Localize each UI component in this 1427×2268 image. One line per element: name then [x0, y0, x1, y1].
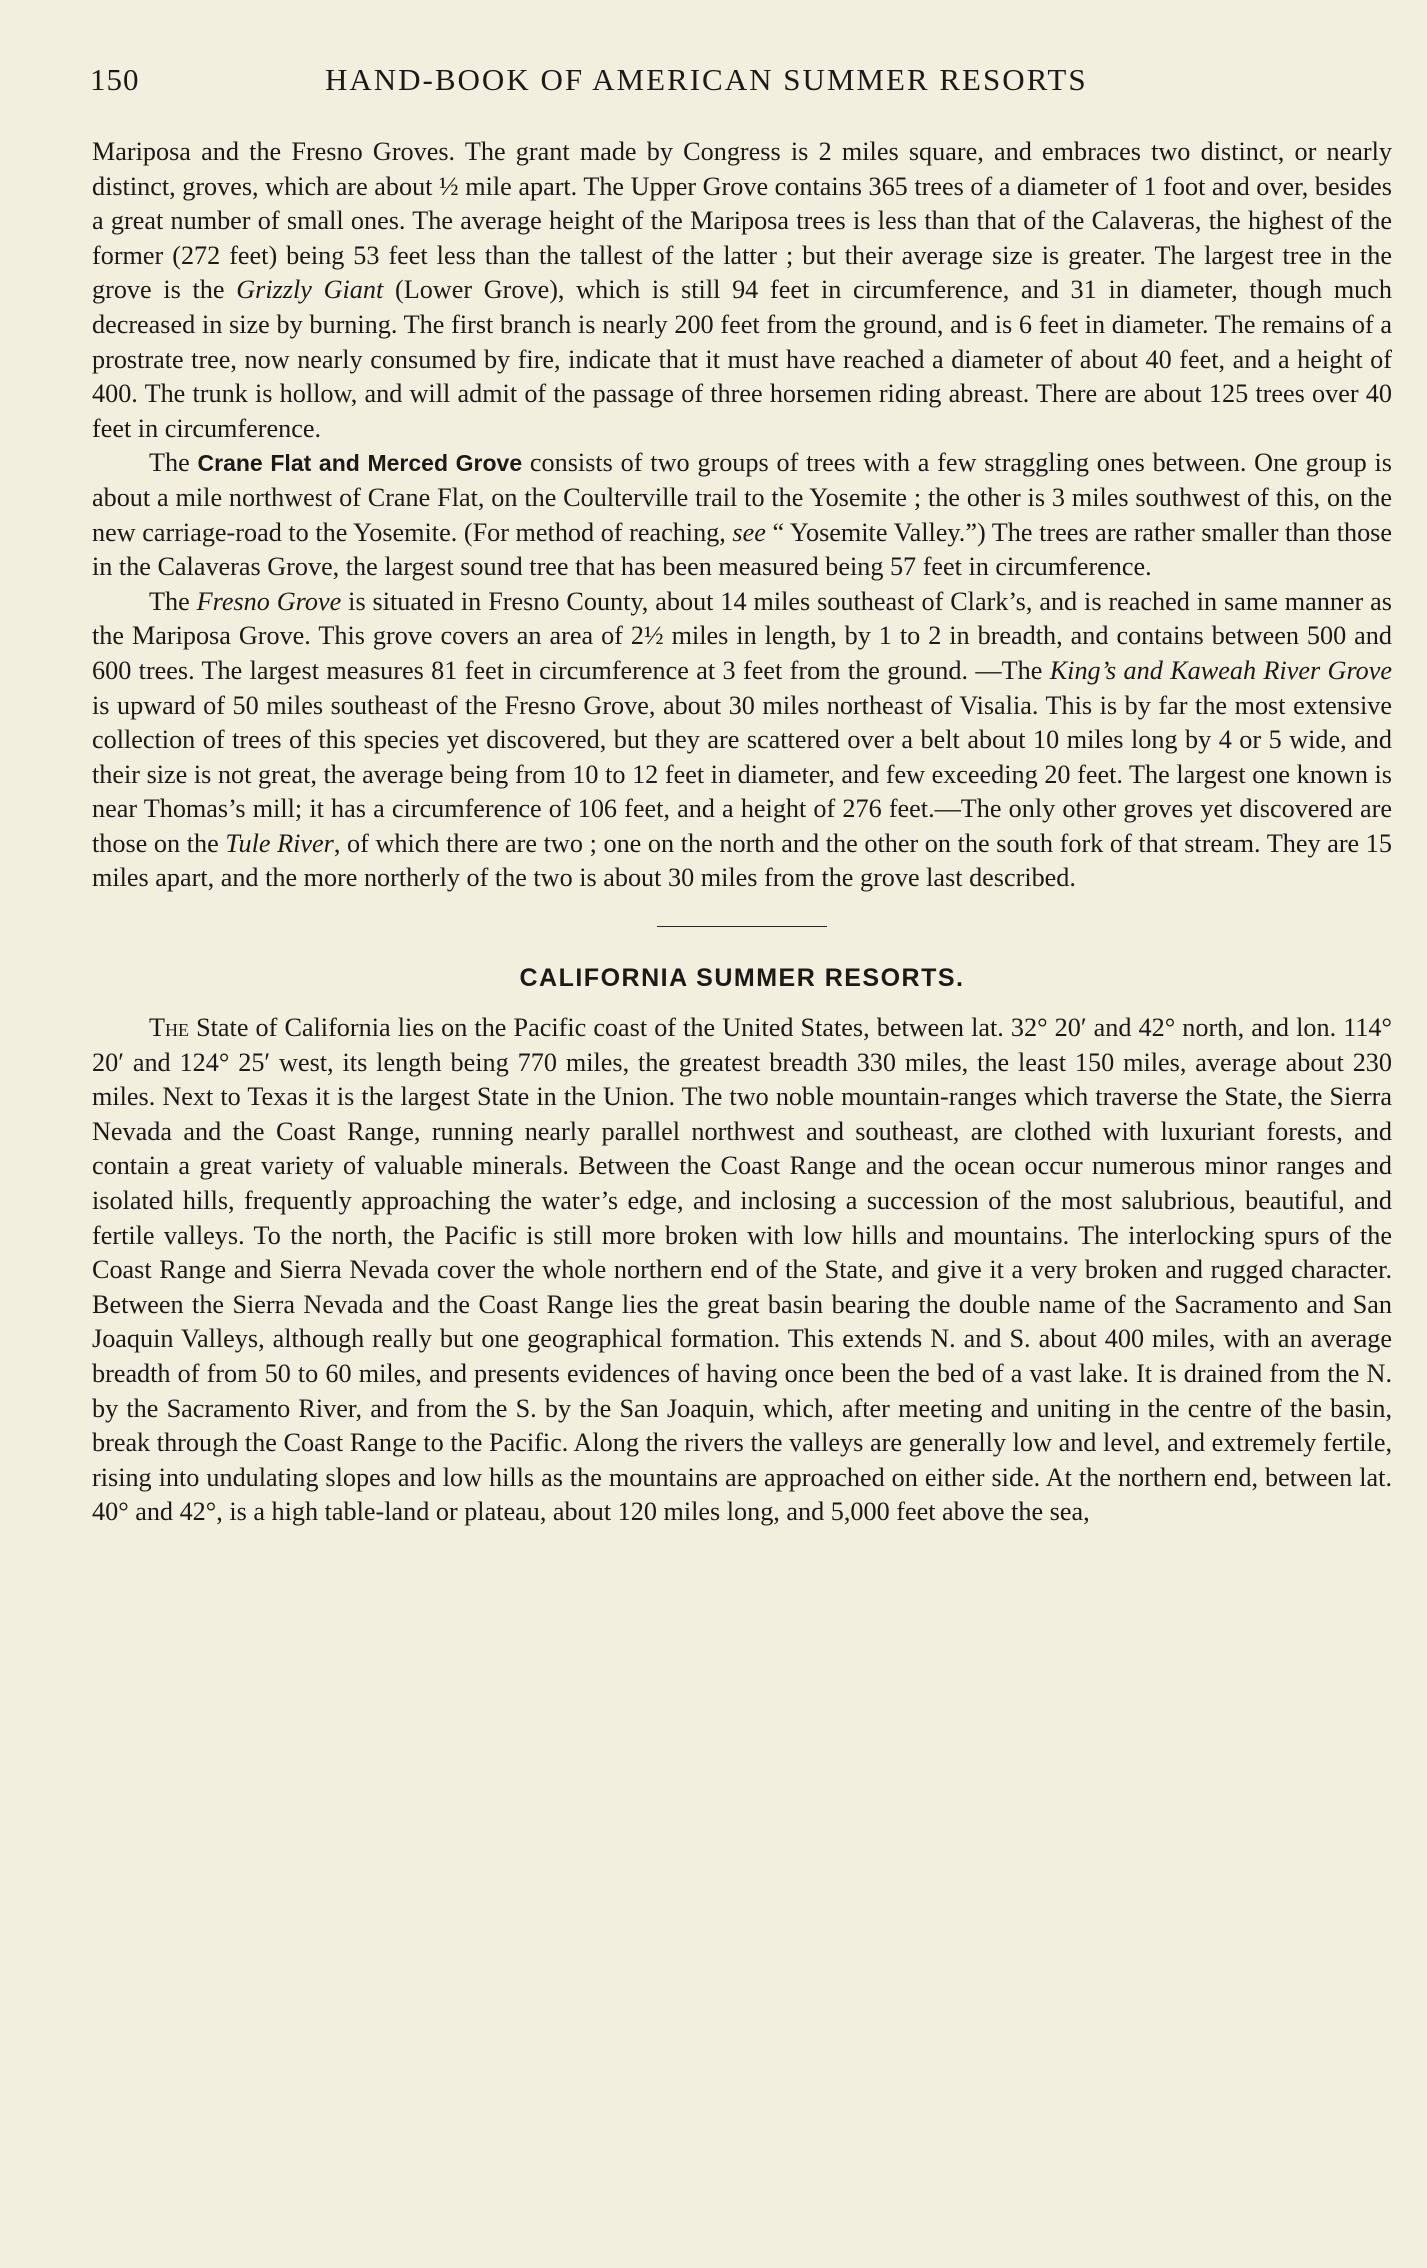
text-run: Mariposa and the Fresno Groves. The grant made by Congress is 2 miles square, and embraces two distinct, or nearly distinct, groves, which are about ½ mile apart. The Upper Grove contains 365 trees of a diameter of 1 foot and over, besides a great number of small ones. The average height of the Mariposa trees is less than that of the Calaveras, the highest of the former (272 feet) being 53 feet less than the tallest of the latter ; but their average size is greater. The largest tree in the grove is the — [92, 137, 1392, 305]
small-caps-lead: The — [149, 1013, 189, 1043]
running-header — [90, 62, 1390, 112]
bold-run: Crane Flat and Merced Grove — [197, 450, 523, 477]
italic-run: Tule River — [225, 828, 334, 858]
paragraph-crane-flat — [92, 446, 1392, 584]
running-title: HAND-BOOK OF AMERICAN SUMMER RESORTS — [325, 62, 1088, 97]
text-run: The — [149, 448, 198, 478]
text-run: “ Yosemite Valley.”) The trees are rather smaller than those in the Calaveras Grove, the largest sound tree that has been measured being 57 feet in circumference. — [92, 517, 1392, 582]
italic-run: King’s and Kaweah River Grove — [1049, 655, 1392, 685]
paragraph-mariposa-continued — [92, 135, 1392, 446]
italic-run: Fresno Grove — [196, 586, 342, 616]
paragraph-fresno-grove — [92, 585, 1392, 896]
paragraph-california — [92, 1011, 1392, 1530]
section-divider — [657, 926, 827, 927]
text-run: consists of two groups of trees with a few straggling ones between. One group is about a mile northwest of Crane Flat, on the Coulterville trail to the Yosemite ; the other is 3 miles southwest of this, on the new carriage-road to the Yosemite. (For method of reaching, — [92, 448, 1392, 547]
text-run: is situated in Fresno County, about 14 miles southeast of Clark’s, and is reached in same manner as the Mariposa Grove. This grove covers an area of 2½ miles in length, by 1 to 2 in breadth, and contains between 500 and 600 trees. The largest measures 81 feet in circumference at 3 feet from the ground. —The — [92, 586, 1392, 685]
page-number: 150 — [90, 62, 140, 97]
text-run: State of California lies on the Pacific coast of the United States, between lat. 32° 20′ and 42° north, and lon. 114° 20′ and 124° 25′ west, its length being 770 miles, the greatest breadth 330 miles, the least 150 miles, average about 230 miles. Next to Texas it is the largest State in the Union. The two noble mountain-ranges which traverse the State, the Sierra Nevada and the Coast Range, running nearly parallel northwest and southeast, are clothed with luxuriant forests, and contain a great variety of valuable minerals. Between the Coast Range and the ocean occur numerous minor ranges and isolated hills, frequently approaching the water’s edge, and inclosing a succession of the most salubrious, beautiful, and fertile valleys. To the north, the Pacific is still more broken with low hills and mountains. The interlocking spurs of the Coast Range and Sierra Nevada cover the whole northern end of the State, and give it a very broken and rugged character. Between the Sierra Nevada and the Coast Range lies the great basin bearing the double name of the Sacramento and San Joaquin Valleys, although really but one geographical formation. This extends N. and S. about 400 miles, with an average breadth of from 50 to 60 miles, and presents evidences of having once been the bed of a vast lake. It is drained from the N. by the Sacramento River, and from the S. by the San Joaquin, which, after meeting and uniting in the centre of the basin, break through the Coast Range to the Pacific. Along the rivers the valleys are generally low and level, and extremely fertile, rising into undulating slopes and low hills as the mountains are approached on either side. At the northern end, between lat. 40° and 42°, is a high table-land or plateau, about 120 miles long, and 5,000 feet above the sea, — [92, 1013, 1392, 1527]
text-run: (Lower Grove), which is still 94 feet in circumference, and 31 in diameter, though much decreased in size by burning. The first branch is nearly 200 feet from the ground, and is 6 feet in diameter. The remains of a prostrate tree, now nearly consumed by fire, indicate that it must have reached a diameter of about 40 feet, and a height of 400. The trunk is hollow, and will admit of the passage of three horsemen riding abreast. There are about 125 trees over 40 feet in circumference. — [92, 275, 1392, 443]
text-run: is upward of 50 miles southeast of the Fresno Grove, about 30 miles northeast of Visalia. This is by far the most extensive collection of trees of this species yet discovered, but they are scattered over a belt about 10 miles long by 4 or 5 wide, and their size is not great, the average being from 10 to 12 feet in diameter, and few exceeding 20 feet. The largest one known is near Thomas’s mill; it has a circumference of 106 feet, and a height of 276 feet.—The only other groves yet discovered are those on the — [92, 690, 1392, 858]
section-heading: CALIFORNIA SUMMER RESORTS. — [519, 964, 965, 993]
text-run: The — [149, 586, 197, 616]
italic-run: Grizzly Giant — [236, 275, 384, 305]
italic-run: see — [732, 517, 766, 547]
page-body — [92, 135, 1392, 1530]
text-run: , of which there are two ; one on the north and the other on the south fork of that stream. They are 15 miles apart, and the more northerly of the two is about 30 miles from the grove last described. — [92, 828, 1392, 893]
